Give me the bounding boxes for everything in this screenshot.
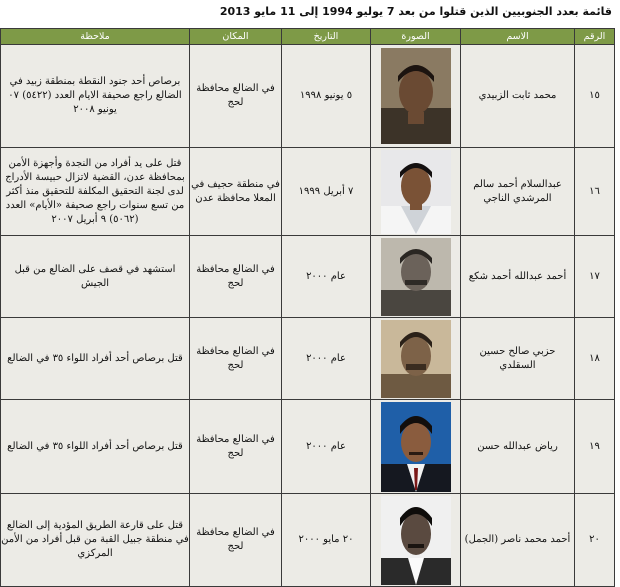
table-header-row	[1, 29, 615, 45]
portrait-photo	[381, 496, 451, 585]
death-place: في الضالع محافظة لحج	[190, 45, 282, 148]
note-text: برصاص أحد جنود النقطة بمنطقة زبيد في الضالع راجع صحيفة الايام العدد (٥٤٢٢) ٠٧ يونيو ٢٠٠٨	[1, 45, 190, 148]
death-date: ٧ أبريل ١٩٩٩	[282, 148, 371, 236]
header-note: ملاحظة	[1, 29, 190, 45]
note-text: قتل على قارعة الطريق المؤدية إلى الضالع في منطقة جبيل القبة من قبل أفراد من الأمن المركزي	[1, 494, 190, 587]
portrait-photo	[381, 48, 451, 144]
death-place: في منطقة حجيف في المعلا محافظة عدن	[190, 148, 282, 236]
header-photo: الصورة	[371, 29, 461, 45]
portrait-photo	[381, 238, 451, 316]
table-row	[1, 494, 615, 587]
portrait-photo	[381, 320, 451, 398]
person-name: محمد ثابت الزبيدي	[461, 45, 575, 148]
photo-cell	[371, 45, 461, 148]
death-date: ٥ يونيو ١٩٩٨	[282, 45, 371, 148]
person-name: عبدالسلام أحمد سالم المرشدي الناجي	[461, 148, 575, 236]
death-place: في الضالع محافظة لحج	[190, 318, 282, 400]
note-text: استشهد في قصف على الضالع من قبل الجيش	[1, 236, 190, 318]
portrait-photo	[381, 402, 451, 492]
table-row	[1, 400, 615, 494]
header-num: الرقم	[575, 29, 615, 45]
table-row	[1, 45, 615, 148]
list-title: قائمة بعدد الجنوبيين الذين قتلوا من بعد 7 يوليو 1994 إلى 11 مايو 2013	[219, 5, 612, 18]
table-row	[1, 148, 615, 236]
death-place: في الضالع محافظة لحج	[190, 400, 282, 494]
death-date: عام ٢٠٠٠	[282, 236, 371, 318]
table-row	[1, 236, 615, 318]
person-name: رياض عبدالله حسن	[461, 400, 575, 494]
person-name: أحمد محمد ناصر (الجمل)	[461, 494, 575, 587]
header-place: المكان	[190, 29, 282, 45]
death-place: في الضالع محافظة لحج	[190, 494, 282, 587]
row-number: ١٩	[575, 400, 615, 494]
photo-cell	[371, 318, 461, 400]
victims-table	[0, 28, 615, 587]
death-place: في الضالع محافظة لحج	[190, 236, 282, 318]
row-number: ٢٠	[575, 494, 615, 587]
person-name: أحمد عبدالله أحمد شكع	[461, 236, 575, 318]
note-text: قتل برصاص أحد أفراد اللواء ٣٥ في الضالع	[1, 318, 190, 400]
photo-cell	[371, 148, 461, 236]
row-number: ١٧	[575, 236, 615, 318]
row-number: ١٨	[575, 318, 615, 400]
table-row	[1, 318, 615, 400]
row-number: ١٦	[575, 148, 615, 236]
row-number: ١٥	[575, 45, 615, 148]
person-name: حزبي صالح حسين السقلدي	[461, 318, 575, 400]
header-name: الاسم	[461, 29, 575, 45]
photo-cell	[371, 400, 461, 494]
photo-cell	[371, 236, 461, 318]
note-text: قتل برصاص أحد أفراد اللواء ٣٥ في الضالع	[1, 400, 190, 494]
death-date: عام ٢٠٠٠	[282, 400, 371, 494]
header-date: التاريخ	[282, 29, 371, 45]
portrait-photo	[381, 150, 451, 234]
death-date: ٢٠ مايو ٢٠٠٠	[282, 494, 371, 587]
death-date: عام ٢٠٠٠	[282, 318, 371, 400]
note-text: قتل على يد أفراد من النجدة وأجهزة الأمن بمحافظة عدن، القضية لاتزال حبيسة الأدراج لدى لجنة التحقيق المكلفة للتحقيق منذ أكثر من تسع سنوات راجع صحيفة «الأيام» العدد (٥٠٦٢) ٩ أبريل ٢٠٠٧	[1, 148, 190, 236]
photo-cell	[371, 494, 461, 587]
